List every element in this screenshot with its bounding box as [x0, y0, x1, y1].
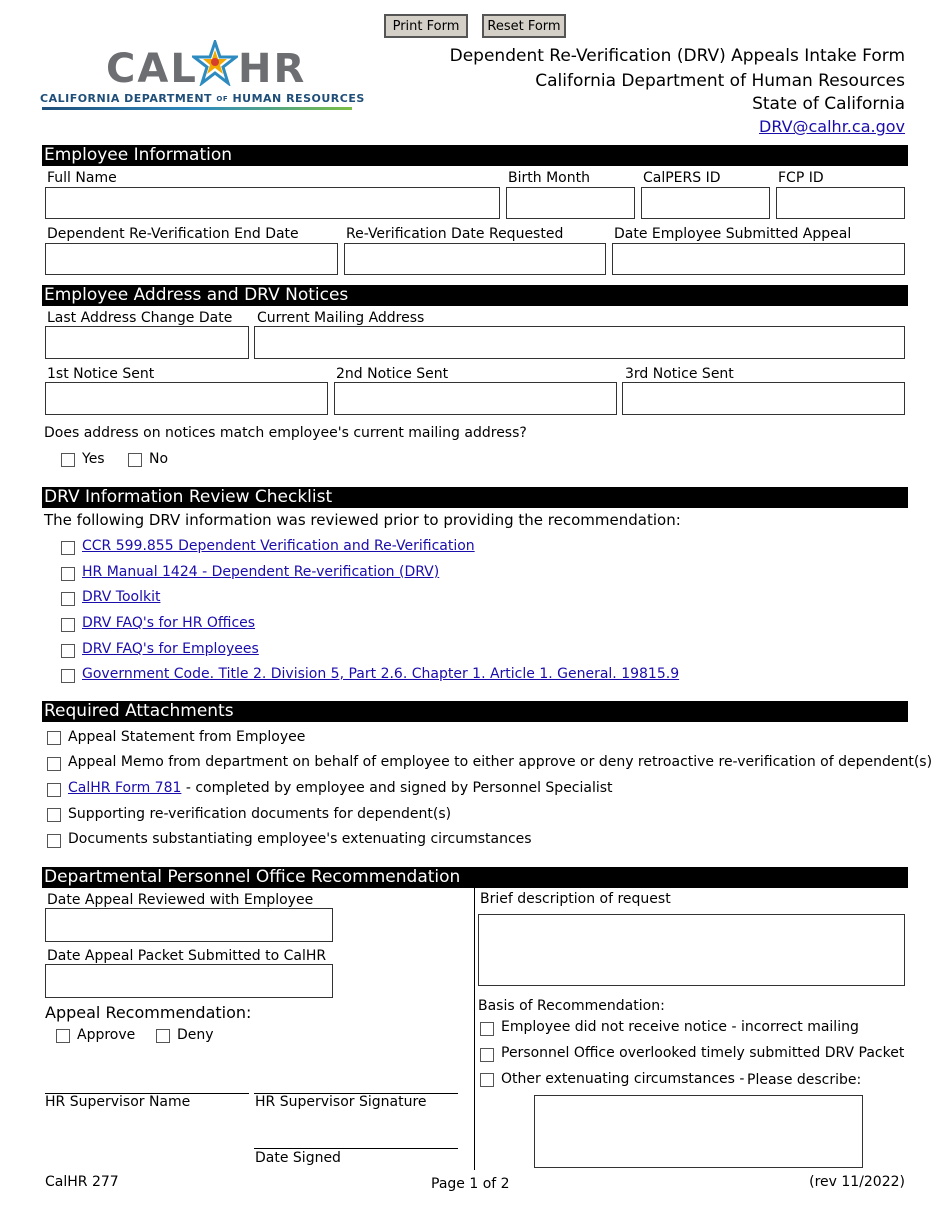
- basis-label: Basis of Recommendation:: [478, 998, 665, 1014]
- checklist-gov-code-link[interactable]: Government Code. Title 2. Division 5, Part 2.6. Chapter 1. Article 1. General. 19815.9: [82, 666, 680, 682]
- checklist-intro: The following DRV information was reviewed prior to providing the recommendation:: [44, 511, 681, 529]
- attachment-extenuating-label: Documents substantiating employee's extenuating circumstances: [68, 831, 532, 847]
- column-divider: [474, 888, 475, 1170]
- approve-checkbox[interactable]: [56, 1029, 70, 1043]
- section-recommendation: Departmental Personnel Office Recommendation: [42, 867, 908, 888]
- notice2-input[interactable]: [334, 382, 617, 415]
- reset-form-button[interactable]: Reset Form: [482, 14, 566, 38]
- attachment-memo-checkbox[interactable]: [47, 757, 61, 771]
- checklist-hr-manual-link[interactable]: HR Manual 1424 - Dependent Re-verification (DRV): [82, 564, 440, 580]
- date-requested-input[interactable]: [344, 243, 606, 275]
- birth-month-input[interactable]: [506, 187, 635, 219]
- address-match-yes-label: Yes: [82, 451, 105, 467]
- other-circumstances-input[interactable]: [534, 1095, 863, 1168]
- last-address-change-input[interactable]: [45, 326, 249, 359]
- full-name-input[interactable]: [45, 187, 500, 219]
- mailing-address-input[interactable]: [254, 326, 905, 359]
- attachment-supporting-label: Supporting re-verification documents for dependent(s): [68, 806, 452, 822]
- section-drv-checklist: DRV Information Review Checklist: [42, 487, 908, 508]
- checklist-faq-employees-checkbox[interactable]: [61, 644, 75, 658]
- basis-overlooked-label: Personnel Office overlooked timely submitted DRV Packet: [501, 1045, 905, 1061]
- attachment-extenuating-checkbox[interactable]: [47, 834, 61, 848]
- address-match-question: Does address on notices match employee's current mailing address?: [44, 425, 527, 441]
- deny-checkbox[interactable]: [156, 1029, 170, 1043]
- attachment-statement-checkbox[interactable]: [47, 731, 61, 745]
- section-employee-information: Employee Information: [42, 145, 908, 166]
- basis-overlooked-checkbox[interactable]: [480, 1048, 494, 1062]
- logo-hr-text: HR: [238, 46, 307, 92]
- calhr-form-781-link[interactable]: CalHR Form 781: [68, 780, 182, 796]
- date-requested-label: Re-Verification Date Requested: [346, 226, 564, 242]
- checklist-gov-code-checkbox[interactable]: [61, 669, 75, 683]
- deny-label: Deny: [177, 1027, 214, 1043]
- attachment-statement-label: Appeal Statement from Employee: [68, 729, 306, 745]
- attachment-supporting-checkbox[interactable]: [47, 808, 61, 822]
- attachment-memo-label: Appeal Memo from department on behalf of employee to either approve or deny retroactive re-verification of dependent(s): [68, 754, 933, 770]
- basis-other-label: Other extenuating circumstances -: [501, 1071, 745, 1087]
- date-reviewed-label: Date Appeal Reviewed with Employee: [47, 892, 314, 908]
- date-packet-label: Date Appeal Packet Submitted to CalHR: [47, 948, 327, 964]
- calpers-id-label: CalPERS ID: [643, 170, 721, 186]
- notice1-input[interactable]: [45, 382, 328, 415]
- form-id: CalHR 277: [45, 1174, 119, 1190]
- address-match-no-label: No: [149, 451, 169, 467]
- date-signed-line[interactable]: [254, 1148, 458, 1149]
- please-describe-label: Please describe:: [747, 1072, 862, 1088]
- notice1-label: 1st Notice Sent: [47, 366, 155, 382]
- full-name-label: Full Name: [47, 170, 117, 186]
- notice3-label: 3rd Notice Sent: [625, 366, 734, 382]
- basis-incorrect-mailing-checkbox[interactable]: [480, 1022, 494, 1036]
- fcp-id-input[interactable]: [776, 187, 905, 219]
- revision-date: (rev 11/2022): [809, 1174, 905, 1190]
- form-title: Dependent Re-Verification (DRV) Appeals Intake Form: [449, 46, 905, 66]
- print-form-button[interactable]: Print Form: [384, 14, 468, 38]
- calhr-logo: [40, 40, 365, 118]
- supervisor-signature-label: HR Supervisor Signature: [255, 1094, 427, 1110]
- drv-end-date-input[interactable]: [45, 243, 338, 275]
- logo-subtitle: CALIFORNIA DEPARTMENT OF HUMAN RESOURCES: [40, 92, 365, 105]
- department-name: California Department of Human Resources: [535, 71, 905, 91]
- mailing-address-label: Current Mailing Address: [257, 310, 425, 326]
- notice2-label: 2nd Notice Sent: [336, 366, 449, 382]
- page-number: Page 1 of 2: [431, 1176, 510, 1192]
- date-signed-label: Date Signed: [255, 1150, 341, 1166]
- checklist-hr-manual-checkbox[interactable]: [61, 567, 75, 581]
- drv-end-date-label: Dependent Re-Verification End Date: [47, 226, 299, 242]
- date-packet-input[interactable]: [45, 964, 333, 998]
- checklist-toolkit-checkbox[interactable]: [61, 592, 75, 606]
- logo-swoosh: [42, 107, 352, 110]
- address-match-yes-checkbox[interactable]: [61, 453, 75, 467]
- attachment-form781-row: CalHR Form 781 - completed by employee and signed by Personnel Specialist: [68, 780, 613, 796]
- checklist-ccr-checkbox[interactable]: [61, 541, 75, 555]
- attachment-form781-checkbox[interactable]: [47, 783, 61, 797]
- calpers-id-input[interactable]: [641, 187, 770, 219]
- checklist-toolkit-link[interactable]: DRV Toolkit: [82, 589, 161, 605]
- checklist-faq-employees-link[interactable]: DRV FAQ's for Employees: [82, 641, 259, 657]
- supervisor-name-label: HR Supervisor Name: [45, 1094, 191, 1110]
- basis-incorrect-mailing-label: Employee did not receive notice - incorrect mailing: [501, 1019, 859, 1035]
- checklist-faq-hr-link[interactable]: DRV FAQ's for HR Offices: [82, 615, 256, 631]
- logo-cal-text: CAL: [106, 46, 198, 92]
- last-address-change-label: Last Address Change Date: [47, 310, 233, 326]
- approve-label: Approve: [77, 1027, 136, 1043]
- state-name: State of California: [752, 94, 905, 114]
- date-submitted-input[interactable]: [612, 243, 905, 275]
- fcp-id-label: FCP ID: [778, 170, 824, 186]
- brief-description-input[interactable]: [478, 914, 905, 986]
- section-employee-address: Employee Address and DRV Notices: [42, 285, 908, 306]
- date-submitted-label: Date Employee Submitted Appeal: [614, 226, 852, 242]
- email-link[interactable]: DRV@calhr.ca.gov: [759, 117, 905, 136]
- notice3-input[interactable]: [622, 382, 905, 415]
- date-reviewed-input[interactable]: [45, 908, 333, 942]
- checklist-ccr-link[interactable]: CCR 599.855 Dependent Verification and Re-Verification: [82, 538, 475, 554]
- birth-month-label: Birth Month: [508, 170, 590, 186]
- brief-description-label: Brief description of request: [480, 891, 671, 907]
- star-icon: [192, 40, 238, 86]
- checklist-faq-hr-checkbox[interactable]: [61, 618, 75, 632]
- basis-other-checkbox[interactable]: [480, 1073, 494, 1087]
- section-required-attachments: Required Attachments: [42, 701, 908, 722]
- appeal-recommendation-label: Appeal Recommendation:: [45, 1003, 252, 1022]
- address-match-no-checkbox[interactable]: [128, 453, 142, 467]
